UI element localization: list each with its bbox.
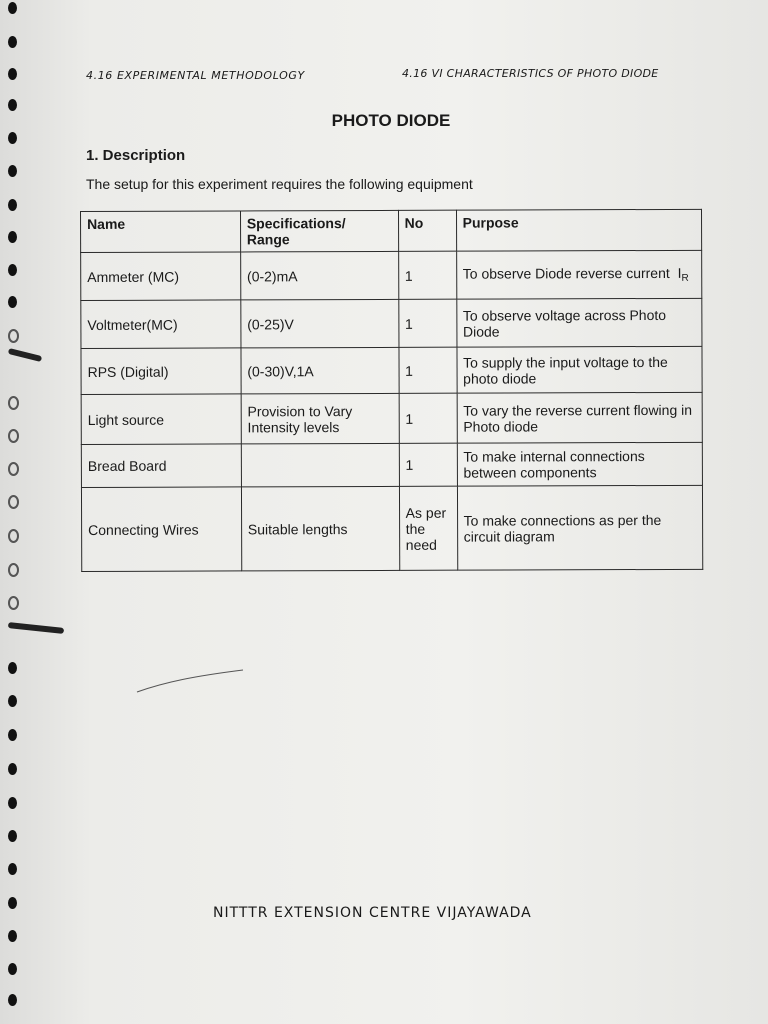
equipment-table bbox=[80, 209, 703, 572]
cell-spec: (0-30)V,1A bbox=[241, 347, 399, 394]
binder-hole bbox=[8, 36, 17, 48]
cell-no: 1 bbox=[399, 393, 457, 443]
table-row bbox=[81, 442, 702, 487]
purpose-symbol: I bbox=[677, 264, 682, 281]
binder-holes bbox=[8, 0, 48, 1024]
cell-purpose bbox=[456, 250, 702, 299]
binder-hole bbox=[8, 994, 17, 1006]
cell-no: 1 bbox=[399, 443, 457, 486]
binder-hole bbox=[8, 199, 17, 211]
section-intro: The setup for this experiment requires the following equipment bbox=[86, 176, 473, 192]
binder-hole bbox=[8, 695, 17, 707]
cell-spec: Suitable lengths bbox=[241, 486, 399, 571]
cell-name: Bread Board bbox=[81, 444, 241, 488]
cell-purpose: To vary the reverse current flowing in Photo diode bbox=[457, 392, 703, 443]
binder-hole bbox=[8, 462, 19, 476]
cell-name: RPS (Digital) bbox=[81, 348, 241, 395]
cell-spec: (0-2)mA bbox=[240, 251, 398, 300]
purpose-subscript: R bbox=[681, 272, 689, 284]
binder-hole bbox=[8, 963, 17, 975]
binder-hole bbox=[8, 264, 17, 276]
binder-hole bbox=[8, 99, 17, 111]
column-header: No bbox=[398, 210, 456, 251]
binder-hole bbox=[8, 830, 17, 842]
cell-no: 1 bbox=[398, 299, 456, 347]
cell-name: Connecting Wires bbox=[81, 487, 241, 572]
section-heading: 1. Description bbox=[86, 147, 186, 164]
cell-purpose: To observe voltage across Photo Diode bbox=[456, 298, 702, 347]
binder-hole bbox=[8, 797, 17, 809]
binder-hole bbox=[8, 165, 17, 177]
cell-no: 1 bbox=[399, 347, 457, 393]
binder-hole bbox=[8, 495, 19, 509]
binder-hole bbox=[8, 563, 19, 577]
header-left: 4.16 EXPERIMENTAL METHODOLOGY bbox=[86, 69, 305, 82]
table-row bbox=[81, 392, 702, 444]
binder-hole bbox=[8, 132, 17, 144]
pen-mark bbox=[135, 668, 245, 694]
binder-hole bbox=[8, 329, 19, 343]
cell-name: Light source bbox=[81, 394, 241, 445]
binder-hole bbox=[8, 863, 17, 875]
table-row bbox=[81, 298, 702, 348]
binder-hole bbox=[8, 429, 19, 443]
cell-name: Ammeter (MC) bbox=[81, 252, 241, 301]
binder-hole bbox=[8, 68, 17, 80]
table-row bbox=[81, 485, 702, 571]
binder-hole bbox=[8, 296, 17, 308]
cell-spec: Provision to Vary Intensity levels bbox=[241, 393, 399, 444]
column-header: Specifications/ Range bbox=[240, 210, 398, 252]
page-footer: NITTTR EXTENSION CENTRE VIJAYAWADA bbox=[213, 905, 532, 921]
header-right: 4.16 VI CHARACTERISTICS OF PHOTO DIODE bbox=[402, 67, 659, 80]
column-header: Name bbox=[81, 211, 241, 253]
binder-hole bbox=[8, 396, 19, 410]
cell-purpose: To make internal connections between components bbox=[457, 442, 703, 486]
page-title: PHOTO DIODE bbox=[331, 111, 451, 130]
binder-hole bbox=[8, 231, 17, 243]
column-header: Purpose bbox=[456, 209, 702, 251]
binder-hole bbox=[8, 596, 19, 610]
binder-wire bbox=[8, 348, 42, 362]
purpose-text: To observe Diode reverse current bbox=[462, 264, 670, 282]
cell-spec bbox=[241, 443, 399, 487]
binder-hole bbox=[8, 529, 19, 543]
binder-hole bbox=[8, 897, 17, 909]
binder-hole bbox=[8, 662, 17, 674]
binder-hole bbox=[8, 763, 17, 775]
cell-no: 1 bbox=[398, 251, 456, 299]
table-row bbox=[81, 346, 702, 394]
cell-no: As per the need bbox=[399, 486, 457, 570]
cell-name: Voltmeter(MC) bbox=[81, 300, 241, 349]
cell-purpose: To make connections as per the circuit diagram bbox=[457, 485, 703, 570]
table-row bbox=[81, 250, 702, 300]
table-header-row bbox=[81, 209, 702, 252]
cell-purpose: To supply the input voltage to the photo diode bbox=[457, 346, 703, 393]
binder-hole bbox=[8, 729, 17, 741]
cell-spec: (0-25)V bbox=[241, 299, 399, 348]
binder-hole bbox=[8, 930, 17, 942]
binder-hole bbox=[8, 2, 17, 14]
